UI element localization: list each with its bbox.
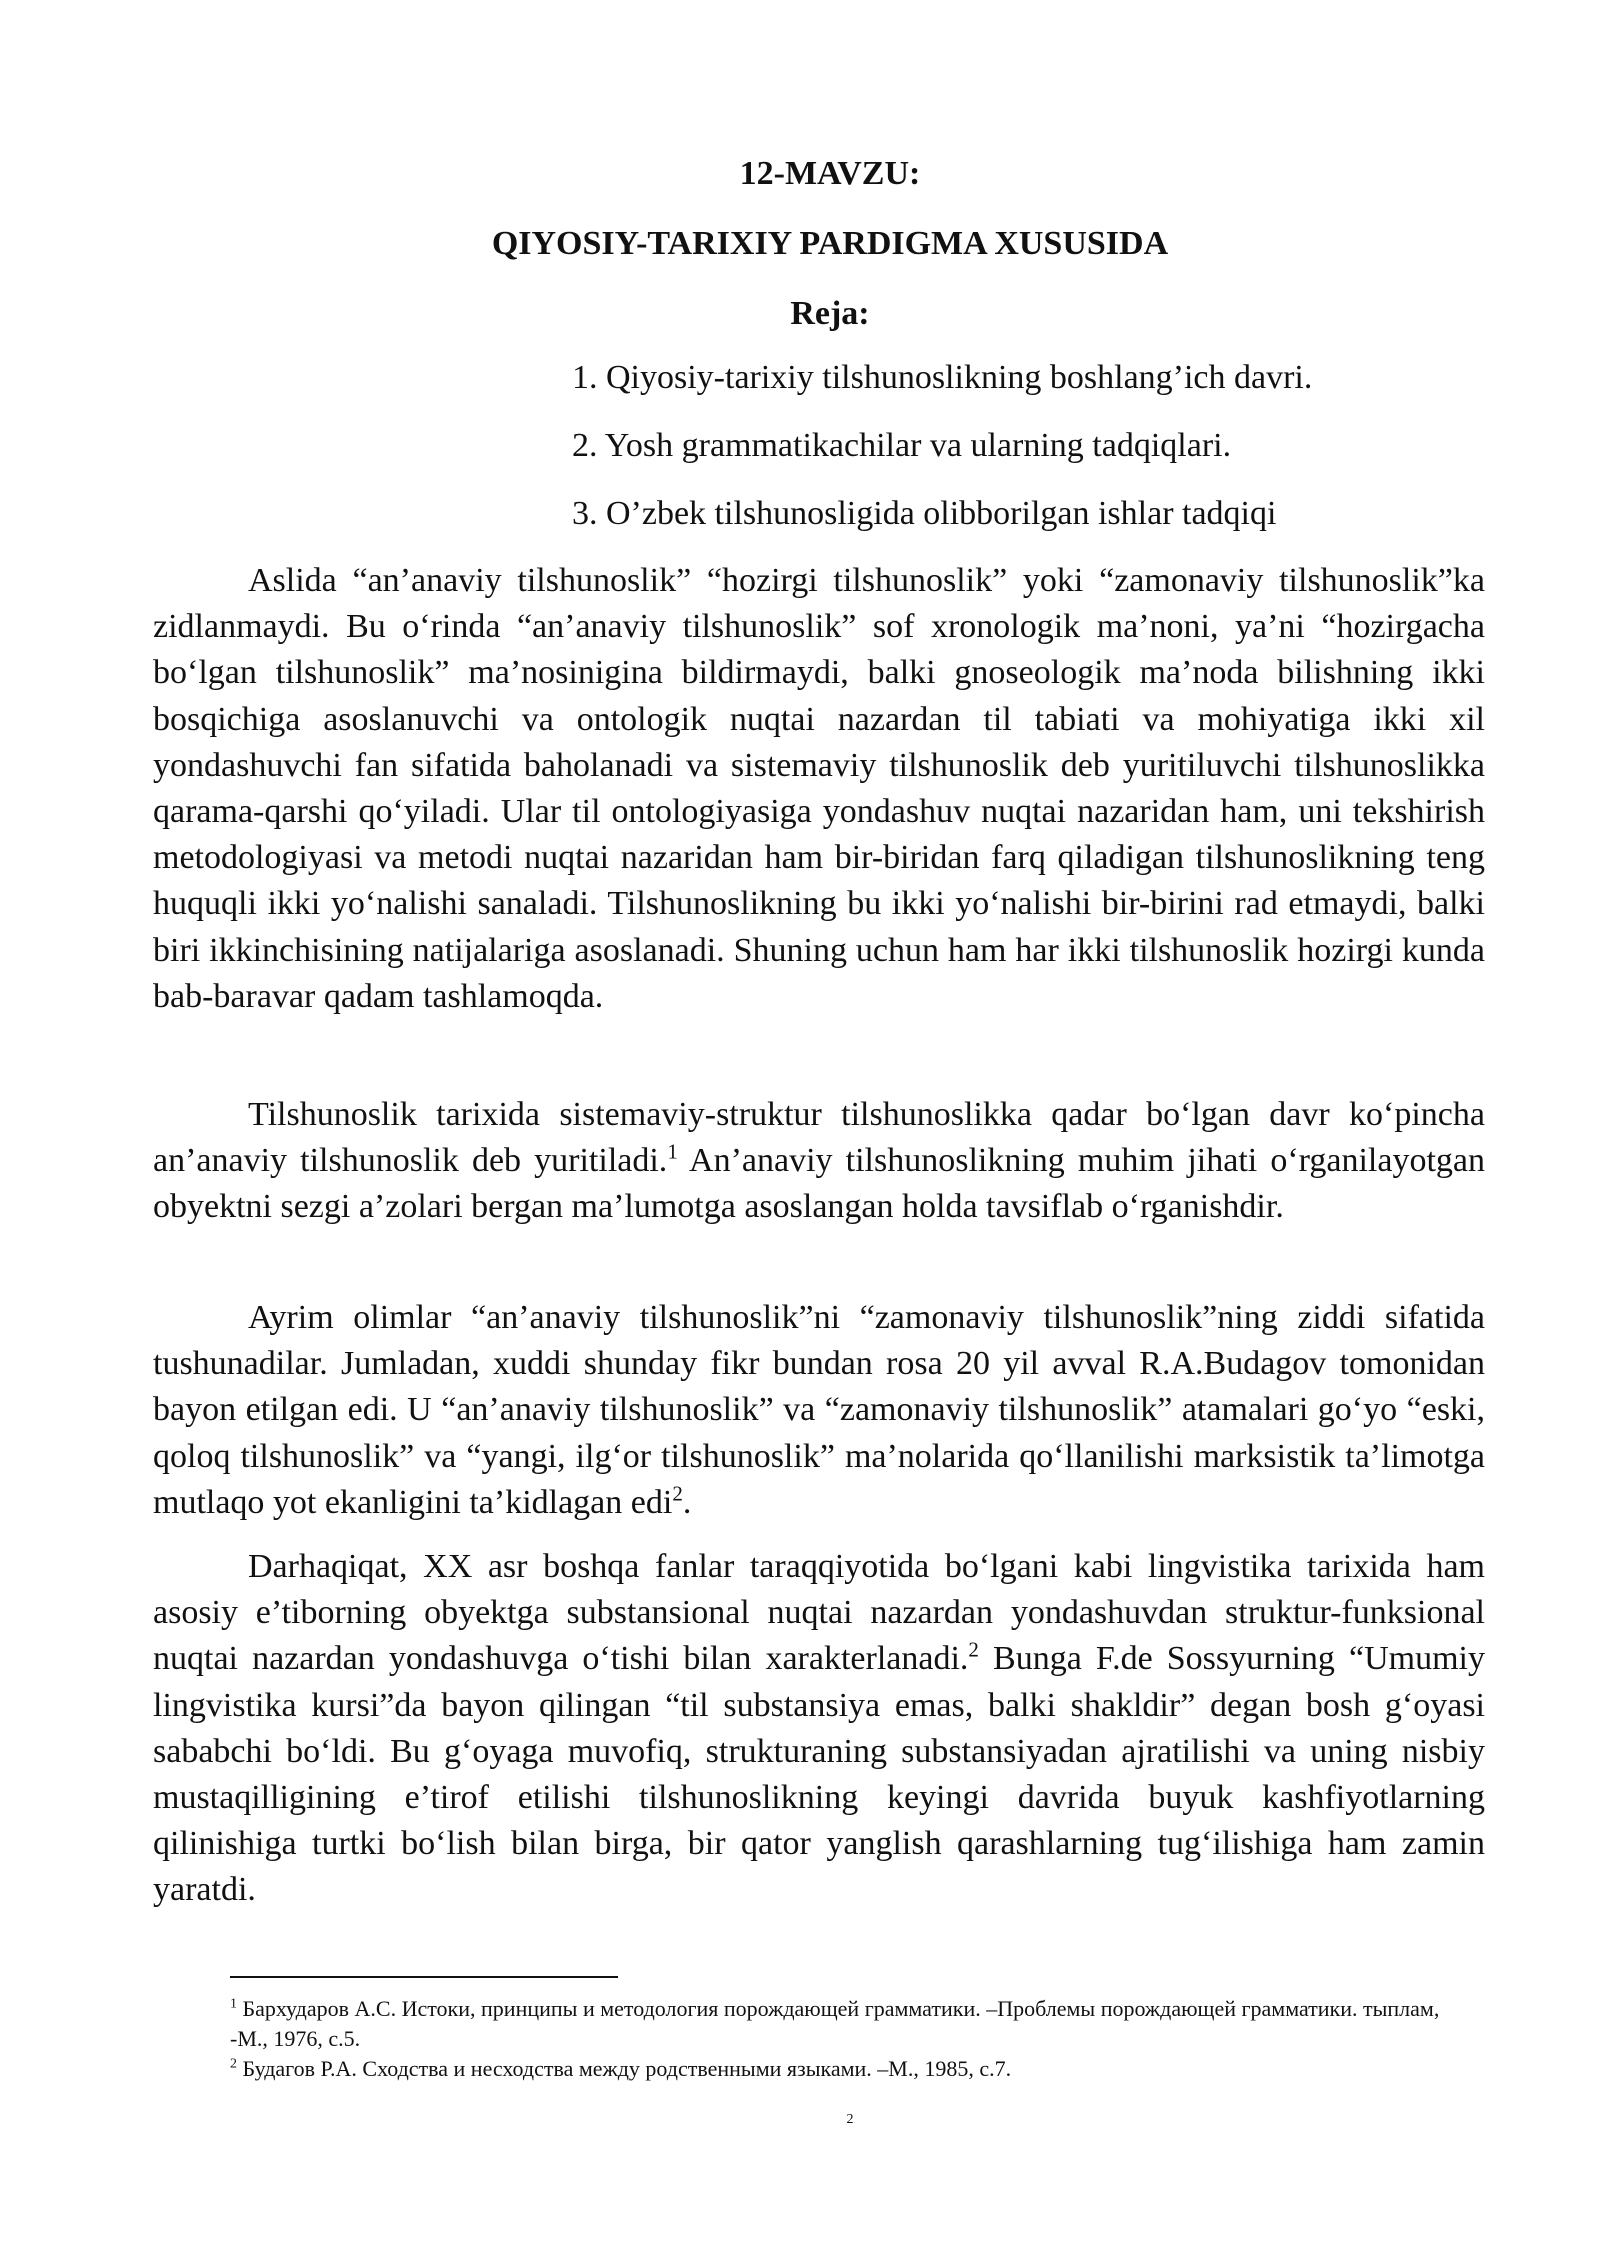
paragraph-text: Tilshunoslik tarixida sistemaviy-struktur tilshunoslikka qadar bo‘lgan davr ko‘pincha an’anaviy tilshunoslik deb yuritiladi.	[153, 1096, 1485, 1180]
footnote-2	[230, 2054, 1480, 2084]
footnote-text: Будагов Р.А. Сходства и несходства между родственными языками. –М., 1985, с.7.	[237, 2056, 1012, 2081]
body-paragraph-3	[153, 1295, 1485, 1526]
footnote-ref: 2	[672, 1481, 683, 1506]
topic-number: 12-MAVZU:	[739, 155, 921, 192]
plan-item: 3. O’zbek tilshunosligida olibborilgan ishlar tadqiqi	[572, 495, 1277, 532]
page-title: QIYOSIY-TARIXIY PARDIGMA XUSUSIDA	[491, 225, 1169, 262]
paragraph-text: Bunga F.de Sossyurning “Umumiy lingvistika kursi”da bayon qilingan “til substansiya emas, balki shakldir” degan bosh g‘oyasi sababchi bo‘ldi. Bu g‘oyaga muvofiq, strukturaning substansiyadan ajratilishi va uning nisbiy mustaqilligining e’tirof etilishi tilshunoslikning keyingi davrida buyuk kashfiyotlarning qilinishiga turtki bo‘lish bilan birga, bir qator yanglish qarashlarning tug‘ilishiga ham zamin yaratdi.	[153, 1640, 1486, 1909]
footnote-ref: 1	[667, 1139, 678, 1164]
footnote-ref: 2	[968, 1638, 979, 1663]
footnote-mark: 2	[230, 2056, 237, 2072]
footnote-divider	[230, 1976, 618, 1978]
body-paragraph-2	[153, 1092, 1485, 1231]
body-paragraph-1: Aslida “an’anaviy tilshunoslik” “hozirgi tilshunoslik” yoki “zamonaviy tilshunoslik”ka zidlanmaydi. Bu o‘rinda “an’anaviy tilshunoslik” sof xronologik ma’noni, ya’ni “hozirgacha bo‘lgan tilshunoslik” ma’nosinigina bildirmaydi, balki gnoseologik ma’noda bilishning ikki bosqichiga asoslanuvchi va ontologik nuqtai nazardan til tabiati va mohiyatiga ikki xil yondashuvchi fan sifatida baholanadi va sistemaviy tilshunoslik deb yuritiluvchi tilshunoslikka qarama-qarshi qo‘yiladi. Ular til ontologiyasiga yondashuv nuqtai nazaridan ham, uni tekshirish metodologiyasi va metodi nuqtai nazaridan ham bir-biridan farq qiladigan tilshunoslikning teng huquqli ikki yo‘nalishi sanaladi. Tilshunoslikning bu ikki yo‘nalishi bir-birini rad etmaydi, balki biri ikkinchisining natijalariga asoslanadi. Shuning uchun ham har ikki tilshunoslik hozirgi kunda bab-baravar qadam tashlamoqda.	[153, 562, 1485, 1015]
paragraph-text: An’anaviy tilshunoslikning muhim jihati o‘rganilayotgan obyektni sezgi a’zolari bergan ma’lumotga asoslangan holda tavsiflab o‘rganishdir.	[153, 1142, 1485, 1226]
paragraph-text: Ayrim olimlar “an’anaviy tilshunoslik”ni “zamonaviy tilshunoslik”ning ziddi sifatida tushunadilar. Jumladan, xuddi shunday fikr bundan rosa 20 yil avval R.A.Budagov tomonidan bayon etilgan edi. U “an’anaviy tilshunoslik” va “zamonaviy tilshunoslik” atamalari go‘yo “eski, qoloq tilshunoslik” va “yangi, ilg‘or tilshunoslik” ma’nolarida qo‘llanilishi marksistik ta’limotga mutlaqo yot ekanligini ta’kidlagan edi	[153, 1299, 1485, 1521]
footnotes	[230, 1994, 1480, 2084]
body-paragraph-4	[153, 1544, 1485, 1914]
paragraph-text: Darhaqiqat, XX asr boshqa fanlar taraqqiyotida bo‘lgani kabi lingvistika tarixida ham asosiy e’tiborning obyektga substansional nuqtai nazardan yondashuvdan struktur-funksional nuqtai nazardan yondashuvga o‘tishi bilan xarakterlanadi.	[153, 1548, 1485, 1678]
footnote-1	[230, 1994, 1480, 2054]
plan-list	[572, 356, 1312, 560]
footnote-mark: 1	[230, 1996, 237, 2012]
page-number: 2	[846, 2112, 854, 2127]
footnote-text: Бархударов А.С. Истоки, принципы и методология порождающей грамматики. –Проблемы порождающей грамматики. тыплам, -М., 1976, с.5.	[230, 1996, 1440, 2051]
plan-item: 1. Qiyosiy-tarixiy tilshunoslikning boshlang’ich davri.	[572, 359, 1313, 396]
plan-heading: Reja:	[790, 295, 870, 332]
plan-item: 2. Yosh grammatikachilar va ularning tadqiqlari.	[572, 427, 1232, 464]
paragraph-text: .	[682, 1483, 692, 1521]
